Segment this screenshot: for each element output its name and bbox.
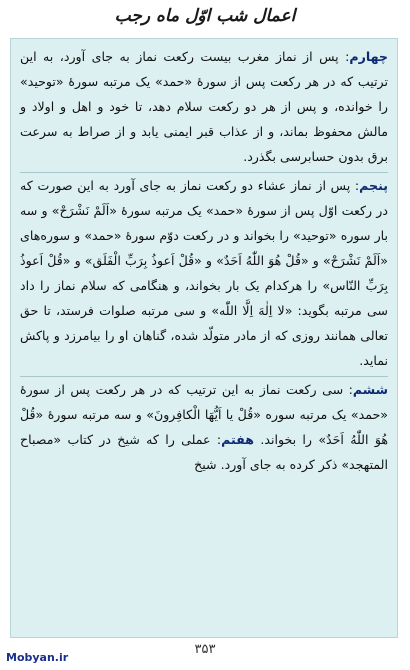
page-title: اعمال شب اوّل ماه رجب bbox=[114, 6, 296, 26]
paragraph-text: : عملی را که شیخ در کتاب «مصباح المتهجد» ذکر کرده به جای آورد. شیخ bbox=[20, 432, 388, 472]
paragraph-fifth bbox=[20, 173, 388, 377]
paragraph-sixth bbox=[20, 377, 388, 480]
paragraph-text: : سی رکعت نماز به این ترتیب که در هر رکعت پس از سورهٔ «حمد» یک مرتبه سوره «قُلْ یا اَیُّهَا الْکافِرونَ» و سه مرتبه سورهٔ «قُلْ هُوَ اللّٰهُ اَحَدٌ» را بخواند. bbox=[20, 382, 388, 447]
site-watermark: Mobyan.ir bbox=[6, 651, 69, 664]
text-panel bbox=[10, 38, 398, 638]
paragraph-label-inline: هفتم bbox=[221, 432, 254, 447]
text-content bbox=[11, 39, 397, 480]
paragraph-fourth bbox=[20, 44, 388, 173]
paragraph-label: پنجم bbox=[359, 178, 388, 193]
paragraph-text: : پس از نماز مغرب بیست رکعت نماز به جای آورد، به این ترتیب که در هر رکعت پس از سورهٔ «حمد» یک مرتبه سورهٔ «توحید» را خوانده، و پس از هر دو رکعت سلام دهد، تا خود و اهل و اولاد و مالش محفوظ بماند، و از عذاب قبر ایمنی یابد و از صراط به سرعت برق بدون حسابرسی بگذرد. bbox=[20, 49, 388, 164]
paragraph-text: : پس از نماز عشاء دو رکعت نماز به جای آورد به این صورت که در رکعت اوّل پس از سورهٔ «حمد» یک مرتبه سورهٔ «اَلَمْ نَشْرَحْ» و سه بار سوره «توحید» را بخواند و در رکعت دوّم سورهٔ «حمد» و سوره‌های «اَلَمْ نَشْرَحْ» و «قُلْ هُوَ اللّٰهُ اَحَدٌ» و «قُلْ اَعوذُ بِرَبِّ الْفَلَق» و «قُلْ اَعوذُ بِرَبِّ النّاس» را هرکدام یک بار بخواند، و هنگامی که سلام نماز را داد سی مرتبه بگوید: «لا اِلٰهَ اِلَّا اللّٰه» و سی مرتبه صلوات فرستد، تا حق تعالی همانند روزی که از مادر متولّد شده، گناهان او را بیامرزد و پاکش نماید. bbox=[20, 178, 388, 368]
page-number: ۳۵۳ bbox=[194, 642, 216, 657]
paragraph-label: چهارم bbox=[349, 49, 388, 64]
paragraph-label: ششم bbox=[352, 382, 388, 397]
